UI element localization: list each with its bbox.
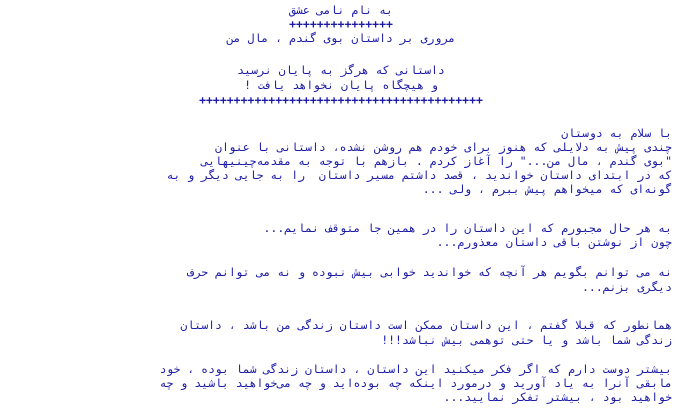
title-divider: +++++++++++++++ (289, 17, 393, 31)
paragraph-5-line: بیشتر دوست دارم که اگر فکر میکنید این داستان ، داستان زندگی شما بوده ، خود (159, 362, 672, 376)
paragraph-2-line: چون از نوشتن باقی داستان معذورم... (436, 235, 672, 249)
page-subtitle: مروری بر داستان بوی گندم ، مال من (226, 31, 456, 45)
paragraph-3-line: نه می توانم بگویم هر آنچه که خواندید خوابی بیش نبوده و نه می توانم حرف (187, 265, 672, 279)
paragraph-5-line: مابقی آنرا به یاد آورید و درمورد اینکه چه بوده‌اید و چه می‌خواهید باشید و چه (159, 376, 672, 390)
verse-line-2: و هیچگاه پایان نخواهد یافت ! (244, 78, 438, 92)
verse-divider: +++++++++++++++++++++++++++++++++++++++++ (199, 93, 483, 107)
page-title: به نام نامی عشق (289, 3, 393, 17)
verse-line-1: داستانی که هرگز به پایان نرسید (237, 63, 445, 77)
paragraph-3-line: دیگری بزنم... (581, 280, 672, 294)
paragraph-4-line: زندگی شما باشد و یا حتی توهمی بیش نباشد!!! (381, 333, 672, 347)
paragraph-1-line: چندی پیش به دلایلی که هنوز برای خودم هم روشن نشده، داستانی با عنوان (215, 140, 672, 154)
paragraph-1-line: گونه‌ای که میخواهم پیش ببرم ، ولی ... (422, 182, 672, 196)
paragraph-2-line: به هر حال مجبورم که این داستان را در همین جا متوقف نمایم... (263, 221, 672, 235)
greeting: با سلام به دوستان (561, 126, 672, 140)
paragraph-5-line: خواهید بود ، بیشتر تفکر نمایید... (443, 390, 672, 404)
paragraph-1-line: که در ابتدای داستان خواندید ، قصد داشتم مسیر داستان را به جایی دیگر و به (166, 168, 672, 182)
paragraph-1-line: "بوی گندم ، مال من..." را آغاز کردم . بازهم با توجه به مقدمه‌چینیهایی (201, 154, 672, 168)
paragraph-4-line: همانطور که قبلا گفتم ، این داستان ممکن است داستان زندگی من باشد ، داستان (180, 318, 672, 332)
